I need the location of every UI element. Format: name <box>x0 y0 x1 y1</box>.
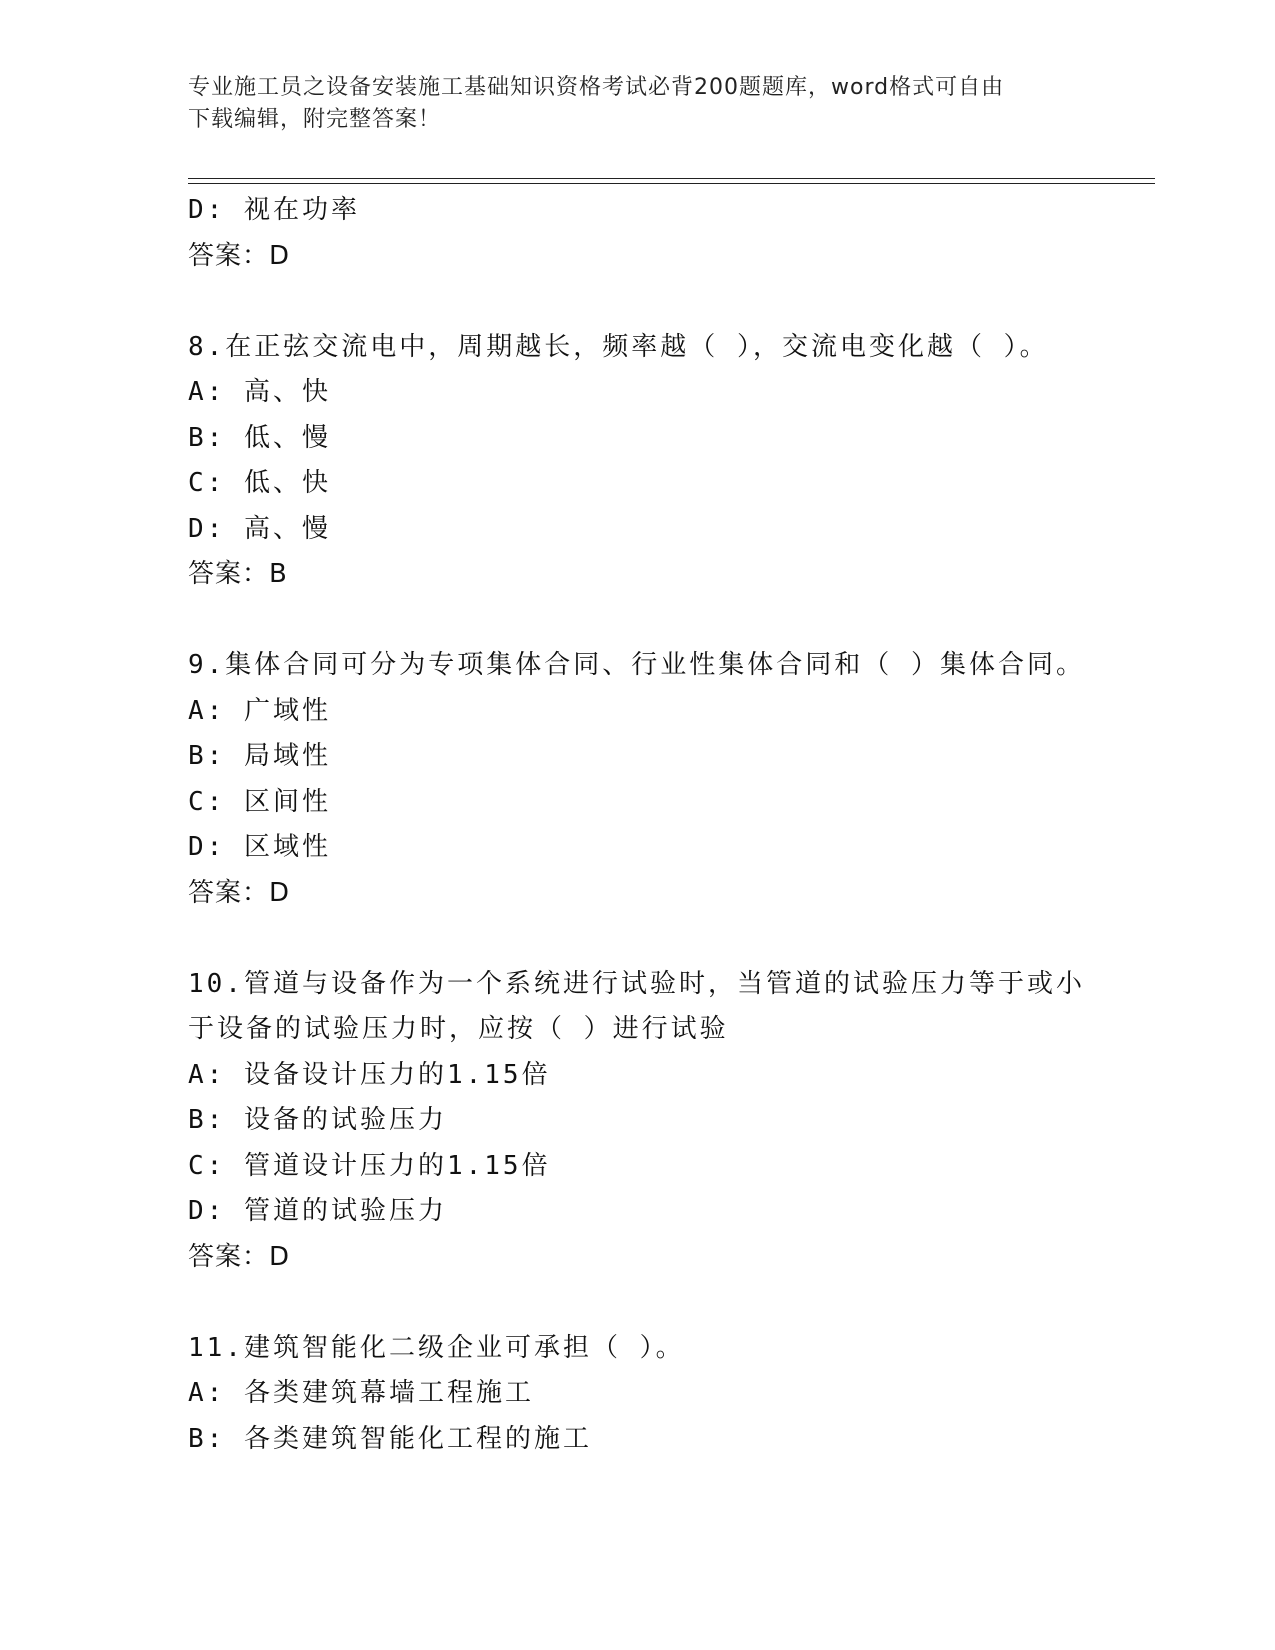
question-list <box>188 188 1088 1462</box>
question-11 <box>188 1326 1088 1463</box>
header-title-line-2: 下载编辑，附完整答案！ <box>188 107 442 132</box>
option-c: C: 管道设计压力的1.15倍 <box>188 1150 551 1181</box>
header-divider-top <box>188 178 1155 179</box>
option-b: B: 设备的试验压力 <box>188 1105 447 1135</box>
spacer <box>188 916 1088 962</box>
option-d: D: 区域性 <box>188 832 331 862</box>
option-d: D: 管道的试验压力 <box>188 1196 447 1226</box>
question-9 <box>188 643 1088 916</box>
question-stem: 9.集体合同可分为专项集体合同、行业性集体合同和（ ）集体合同。 <box>188 650 1085 680</box>
header-title-line-1: 专业施工员之设备安装施工基础知识资格考试必背200题题库，word格式可自由 <box>188 75 1005 100</box>
option-c: C: 低、快 <box>188 468 331 498</box>
answer-line: 答案：D <box>188 240 291 271</box>
answer-line: 答案：D <box>188 877 291 908</box>
page-header <box>188 72 1068 136</box>
spacer <box>188 1280 1088 1326</box>
question-stem-line-2: 于设备的试验压力时，应按（ ）进行试验 <box>188 1014 729 1044</box>
option-a: A: 广域性 <box>188 695 331 726</box>
header-divider-bottom <box>188 183 1155 184</box>
option-a: A: 高、快 <box>188 377 331 407</box>
option-b: B: 局域性 <box>188 741 331 771</box>
question-10 <box>188 962 1088 1281</box>
question-7-continuation <box>188 188 1088 279</box>
option-b: B: 各类建筑智能化工程的施工 <box>188 1423 592 1454</box>
option-c: C: 区间性 <box>188 786 331 817</box>
question-stem: 11.建筑智能化二级企业可承担（ ）。 <box>188 1332 685 1363</box>
spacer <box>188 279 1088 325</box>
question-8 <box>188 325 1088 598</box>
option-a: A: 各类建筑幕墙工程施工 <box>188 1378 534 1408</box>
option-d: D: 高、慢 <box>188 513 331 544</box>
question-stem-line-1: 10.管道与设备作为一个系统进行试验时，当管道的试验压力等于或小 <box>188 968 1085 999</box>
answer-line: 答案：B <box>188 559 288 589</box>
option-a: A: 设备设计压力的1.15倍 <box>188 1059 551 1090</box>
question-stem: 8.在正弦交流电中，周期越长，频率越（ ），交流电变化越（ ）。 <box>188 331 1049 362</box>
option-d: D: 视在功率 <box>188 195 360 225</box>
spacer <box>188 598 1088 644</box>
answer-line: 答案：D <box>188 1241 291 1272</box>
option-b: B: 低、慢 <box>188 422 331 453</box>
